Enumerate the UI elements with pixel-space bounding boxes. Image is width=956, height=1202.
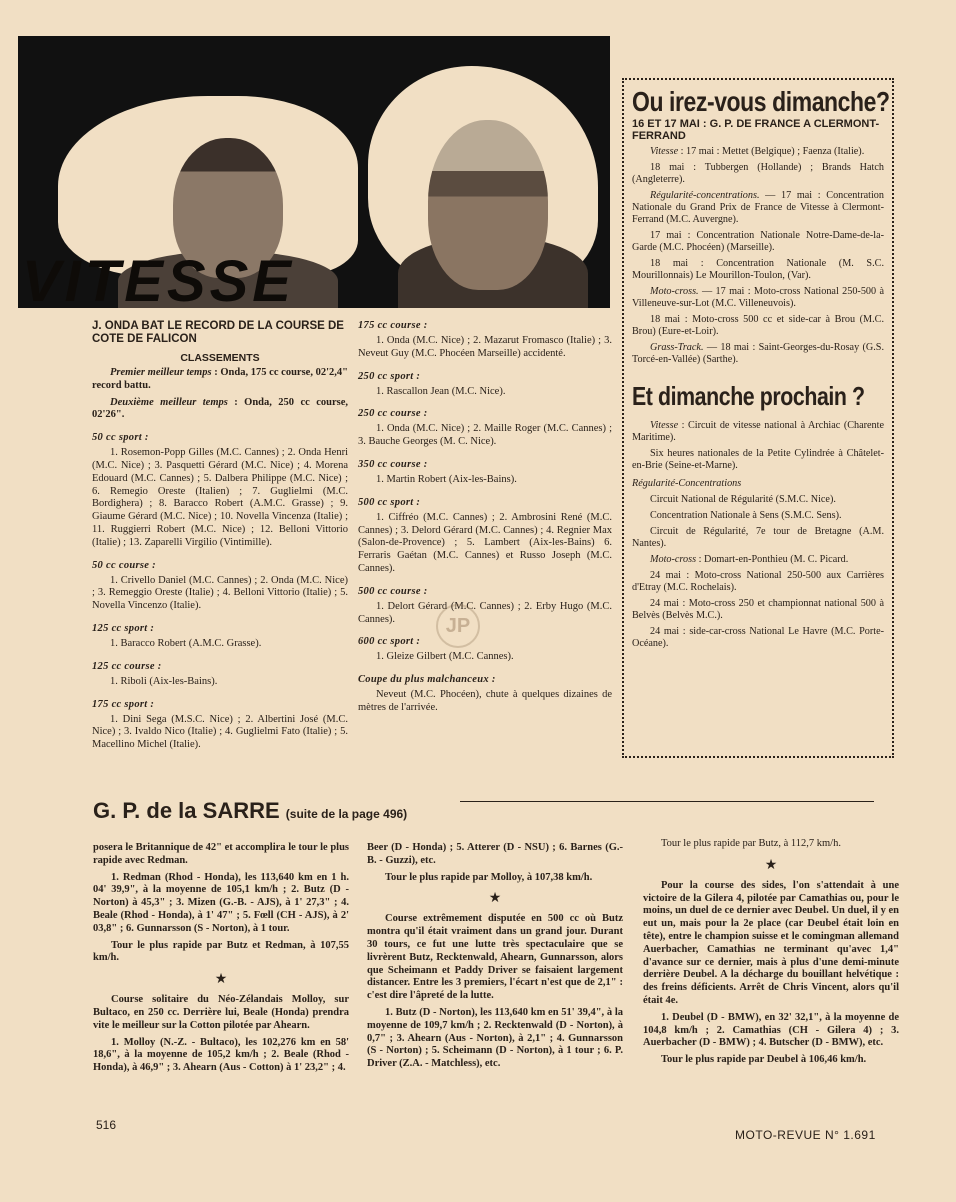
category-heading: 250 cc sport :: [358, 370, 421, 382]
premier-temps: Premier meilleur temps : Onda, 175 cc course, 02'2,4" record battu.: [92, 367, 348, 391]
sarre-paragraph: Course solitaire du Néo-Zélandais Molloy, sur Bultaco, en 250 cc. Derrière lui, Beale (Honda) prendra vite le meilleur sur la Cotton pilotée par Ahearn.: [93, 994, 349, 1031]
category-results: 1. Delort Gérard (M.C. Cannes) ; 2. Erby Hugo (M.C. Cannes).: [358, 600, 612, 625]
sarre-lap-record: Tour le plus rapide par Butz, à 112,7 km/h.: [661, 838, 841, 849]
results-column-left: [92, 320, 348, 756]
sarre-paragraph: Course extrêmement disputée en 500 cc où Butz montra qu'il était vraiment dans un grand jour. Durant 30 tours, ce fut une lutte très spectaculaire que se livrèrent Butz, Recktenwald, Ahearn, Gunnarsson, alors que Scheimann et Paddy Driver se faisaient largement distancer. Entre les 3 premiers, l'écart n'est que de 2,1" : c'est dire l'âpreté de la lutte.: [367, 913, 623, 1002]
category-heading: 500 cc sport :: [358, 496, 421, 508]
article-headline: J. ONDA BAT LE RECORD DE LA COURSE DE COTE DE FALICON: [92, 320, 344, 345]
sarre-results: Beer (D - Honda) ; 5. Atterer (D - NSU) ; 6. Barnes (G.-B. - Guzzi), etc.: [367, 842, 623, 866]
classements-heading: CLASSEMENTS: [180, 352, 260, 364]
event-item-heading: Régularité-Concentrations: [632, 478, 742, 489]
event-item: Six heures nationales de la Petite Cylindrée à Châtelet-en-Brie (Seine-et-Marne).: [632, 448, 884, 471]
sarre-results: 1. Butz (D - Norton), les 113,640 km en 51' 39,4", à la moyenne de 109,7 km/h ; 2. Recktenwald (D - Norton), à 0,7" ; 3. Ahearn (Aus - Norton), à 2,1" ; 4. Gunnarsson (S - Norton) ; 5. Scheimann (D - Norton), à 1 tour ; 6. P. Driver (Z.A. - Matchless), etc.: [367, 1006, 623, 1070]
separator-star: ★: [764, 857, 778, 873]
sarre-paragraph: Pour la course des sides, l'on s'attendait à une victoire de la Gilera 4, pilotée par Camathias ou, pour le moins, un duel de ce dernier avec Deubel. Un duel, il y en eut un, mais pour la 2e place (car Deubel était loin en tête), entre le champion suisse et le comingman allemand Auerbacher, Camathias ne terminant qu'avec 1,4" d'avance sur ce dernier, mais à plus d'une demi-minute derrière Deubel. A la décharge du bouillant helvétique : des freins déficients. Arrêt de Chris Vincent, alors qu'il était 4e.: [643, 879, 899, 1006]
box-title-2: Et dimanche prochain ?: [632, 381, 865, 411]
event-item: Moto-cross. — 17 mai : Moto-cross National 250-500 à Villeneuve-sur-Lot (M.C. Villeneuvois).: [632, 286, 884, 309]
category-heading: 350 cc course :: [358, 458, 428, 470]
category-results: 1. Gleize Gilbert (M.C. Cannes).: [376, 651, 514, 663]
category-heading: 50 cc sport :: [92, 432, 149, 444]
category-results: Neveut (M.C. Phocéen), chute à quelques dizaines de mètres de l'arrivée.: [358, 689, 612, 713]
event-item: 24 mai : side-car-cross National Le Havre (M.C. Porte-Océane).: [632, 626, 884, 649]
event-item: Moto-cross : Domart-en-Ponthieu (M. C. Picard.: [650, 554, 849, 565]
sarre-results: 1. Deubel (D - BMW), en 32' 32,1", à la moyenne de 104,8 km/h ; 2. Camathias (CH - Gilera 4) ; 3. Auerbacher (D - BMW) ; 4. Butscher (D - BMW), etc.: [643, 1011, 899, 1049]
category-heading: 250 cc course :: [358, 408, 428, 420]
event-item: 18 mai : Concentration Nationale (M. S.C. Mourillonnais) Le Mourillon-Toulon, (Var).: [632, 258, 884, 281]
category-results: 1. Dini Sega (M.S.C. Nice) ; 2. Albertini José (M.C. Nice) ; 3. Ivaldo Nico (Italie) ; 4. Guglielmi Fato (Italie) ; 5. Macellino Michel (Italie).: [92, 713, 348, 751]
gp-sarre-title: G. P. de la SARRE (suite de la page 496): [93, 798, 408, 823]
separator-star: ★: [488, 891, 502, 907]
sarre-lap-record: Tour le plus rapide par Butz et Redman, à 107,55 km/h.: [93, 939, 349, 964]
section-title: VITESSE: [22, 249, 295, 314]
event-item: 24 mai : Moto-cross 250 et championnat national 500 à Belvès (Belvès M.C.).: [632, 598, 884, 621]
event-item: Grass-Track. — 18 mai : Saint-Georges-du-Rosay (G.S. Torcé-en-Vallée) (Sarthe).: [632, 342, 884, 365]
box-subtitle: 16 ET 17 MAI : G. P. DE FRANCE A CLERMONT-FERRAND: [632, 118, 880, 142]
rider-face-right: [428, 120, 548, 290]
sarre-column-1: [93, 842, 349, 1079]
category-heading: Coupe du plus malchanceux :: [358, 674, 496, 686]
results-column-middle: [358, 320, 612, 719]
category-results: 1. Onda (M.C. Nice) ; 2. Mazarut Fromasco (Italie) ; 3. Neveut Guy (M.C. Phocéen Marseille) accidenté.: [358, 335, 612, 359]
category-results: 1. Crivello Daniel (M.C. Cannes) ; 2. Onda (M.C. Nice) ; 3. Remeggio Oreste (Italie) ; 4. Belloni Vittorio (Italie) ; 5. Novella Vincenzo (Italie).: [92, 574, 348, 612]
watermark-logo: JP: [436, 604, 480, 648]
category-results: 1. Martin Robert (Aix-les-Bains).: [376, 473, 517, 485]
deuxieme-temps: Deuxième meilleur temps : Onda, 250 cc course, 02'26".: [92, 396, 348, 421]
sarre-column-3: [643, 838, 899, 1071]
category-results: 1. Riboli (Aix-les-Bains).: [110, 675, 218, 687]
category-heading: 600 cc sport :: [358, 636, 421, 648]
category-results: 1. Ciffréo (M.C. Cannes) ; 2. Ambrosini René (M.C. Cannes) ; 3. Delord Gérard (M.C. Cannes) ; 4. Regnier Max (Salon-de-Provence) ; 5. Lambert (Aix-les-Bains) 6. Ferraris Gaétan (M.C. Cannes) et Russo Joseph (M.C. Cannes).: [358, 511, 612, 574]
magazine-issue: MOTO-REVUE N° 1.691: [735, 1128, 876, 1142]
category-results: 1. Rascallon Jean (M.C. Nice).: [376, 385, 506, 397]
category-results: 1. Baracco Robert (A.M.C. Grasse).: [110, 637, 262, 649]
divider-rule: [460, 801, 874, 802]
category-heading: 175 cc sport :: [92, 698, 155, 710]
category-heading: 125 cc course :: [92, 660, 162, 672]
event-item: 18 mai : Tubbergen (Hollande) ; Brands Hatch (Angleterre).: [632, 162, 884, 185]
event-item: 17 mai : Concentration Nationale Notre-Dame-de-la-Garde (M.C. Phocéen) (Marseille).: [632, 230, 884, 253]
event-item: Circuit de Régularité, 7e tour de Bretagne (A.M. Nantes).: [632, 526, 884, 549]
sarre-lap-record: Tour le plus rapide par Molloy, à 107,38 km/h.: [385, 871, 593, 883]
category-results: 1. Rosemon-Popp Gilles (M.C. Cannes) ; 2. Onda Henri (M.C. Nice) ; 3. Pasquetti Gérard (M.C. Nice) ; 4. Morena Edouard (M.C. Cannes) ; 5. Dalbera Philippe (M.C. Nice) ; 6. Remegio Oreste (Italien) ; 7. Guglielmi (M.C. Bordighera) ; 8. Baracco Robert (A.M.C. Grasse) ; 9. Giaume Gérard (M.C. Nice) ; 10. Novella Vincenza (Italie) ; 11. Ruggierri Robert (M.C. Nice) ; 12. Belloni Vittorio (Italie) ; 13. Zaparelli Virgilio (Vintimille).: [92, 447, 348, 548]
page-number: 516: [96, 1118, 117, 1132]
separator-star: ★: [214, 972, 228, 988]
category-heading: 175 cc course :: [358, 320, 428, 331]
category-results: 1. Onda (M.C. Nice) ; 2. Maille Roger (M.C. Cannes) ; 3. Bauche Georges (M. C. Nice).: [358, 423, 612, 448]
event-item: Vitesse : 17 mai : Mettet (Belgique) ; Faenza (Italie).: [650, 146, 865, 157]
category-heading: 50 cc course :: [92, 559, 156, 571]
event-item: Concentration Nationale à Sens (S.M.C. Sens).: [650, 510, 842, 521]
events-box: [622, 78, 894, 758]
category-heading: 500 cc course :: [358, 585, 428, 597]
event-item: Vitesse : Circuit de vitesse national à Archiac (Charente Maritime).: [632, 420, 884, 443]
sarre-column-2: [367, 842, 623, 1075]
sarre-lap-record: Tour le plus rapide par Deubel à 106,46 km/h.: [661, 1054, 867, 1066]
sarre-results: 1. Molloy (N.-Z. - Bultaco), les 102,276 km en 58' 18,6", à la moyenne de 105,2 km/h ; 2. Beale (Rhod - Honda), à 46,9" ; 3. Ahearn (Aus - Cotton) à 1' 23,2" ; 4.: [93, 1036, 349, 1074]
category-heading: 125 cc sport :: [92, 622, 155, 634]
event-item: Circuit National de Régularité (S.M.C. Nice).: [650, 494, 836, 505]
event-item: Régularité-concentrations. — 17 mai : Concentration Nationale du Grand Prix de France de Vitesse à Clermont-Ferrand (M.C. Auvergne).: [632, 190, 884, 225]
box-title: Ou irez-vous dimanche?: [632, 86, 890, 117]
event-item: 24 mai : Moto-cross National 250-500 aux Carrières d'Etray (M.C. Rochelais).: [632, 570, 884, 593]
sarre-results: 1. Redman (Rhod - Honda), les 113,640 km en 1 h. 04' 39,9", à la moyenne de 105,1 km/h ; 2. Butz (D - Norton) à 45,3" ; 3. Mizen (G.-B. - AJS), à 1' 27,3" ; 4. Beale (Rhod - Honda), à 1' 47" ; 5. Fœll (CH - AJS), à 2' 03,8" ; 6. Gunnarsson (S - Norton), à 1 tour.: [93, 871, 349, 934]
sarre-paragraph: posera le Britannique de 42" et accomplira le tour le plus rapide avec Redman.: [93, 842, 349, 866]
event-item: 18 mai : Moto-cross 500 cc et side-car à Brou (M.C. Brou) (Eure-et-Loir).: [632, 314, 884, 337]
